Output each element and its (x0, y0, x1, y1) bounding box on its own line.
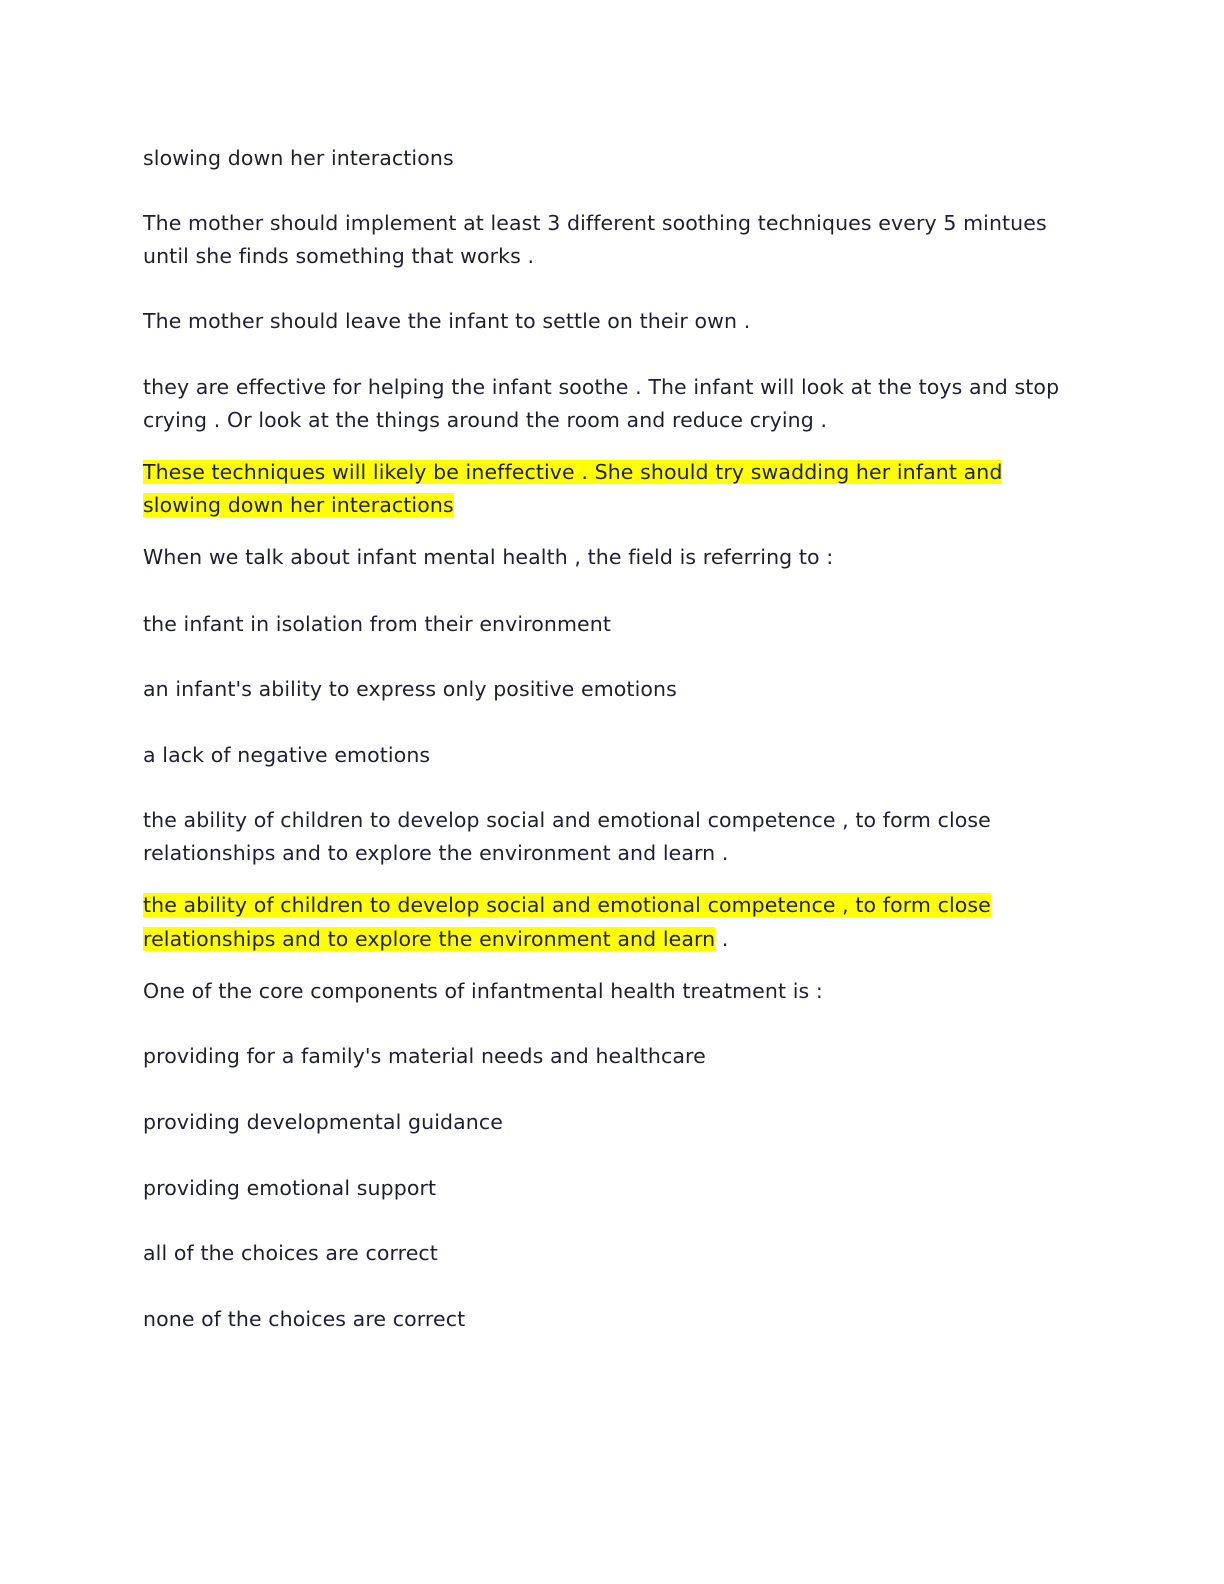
option-line: none of the choices are correct (143, 1307, 466, 1331)
highlighted-answer-line (143, 923, 1103, 956)
option-line: providing developmental guidance (143, 1110, 503, 1134)
highlighted-text: These techniques will likely be ineffective . She should try swadding her infant and (143, 460, 1003, 484)
option-line: an infant's ability to express only positive emotions (143, 677, 677, 701)
text-line: crying . Or look at the things around the room and reduce crying . (143, 408, 828, 432)
trailing-text: . (715, 927, 729, 951)
highlighted-text: the ability of children to develop social and emotional competence , to form close (143, 893, 991, 917)
option-line: the ability of children to develop social and emotional competence , to form close (143, 808, 991, 832)
highlighted-answer-line (143, 889, 1103, 922)
text-line: until she finds something that works . (143, 244, 535, 268)
option-line: a lack of negative emotions (143, 743, 431, 767)
highlighted-text: slowing down her interactions (143, 493, 454, 517)
option-line: the infant in isolation from their environment (143, 612, 612, 636)
option-line: relationships and to explore the environment and learn . (143, 841, 729, 865)
text-line: The mother should leave the infant to settle on their own . (143, 309, 751, 333)
question-line: One of the core components of infantmental health treatment is : (143, 979, 823, 1003)
text-line: The mother should implement at least 3 different soothing techniques every 5 mintues (143, 211, 1047, 235)
text-line: slowing down her interactions (143, 146, 454, 170)
highlighted-text: relationships and to explore the environment and learn (143, 927, 716, 951)
text-line: they are effective for helping the infant soothe . The infant will look at the toys and stop (143, 375, 1060, 399)
option-line: providing emotional support (143, 1176, 437, 1200)
option-line: all of the choices are correct (143, 1241, 438, 1265)
option-line: providing for a family's material needs and healthcare (143, 1044, 706, 1068)
highlighted-answer-line (143, 489, 1103, 522)
question-line: When we talk about infant mental health , the field is referring to : (143, 545, 834, 569)
highlighted-answer-line (143, 456, 1103, 489)
